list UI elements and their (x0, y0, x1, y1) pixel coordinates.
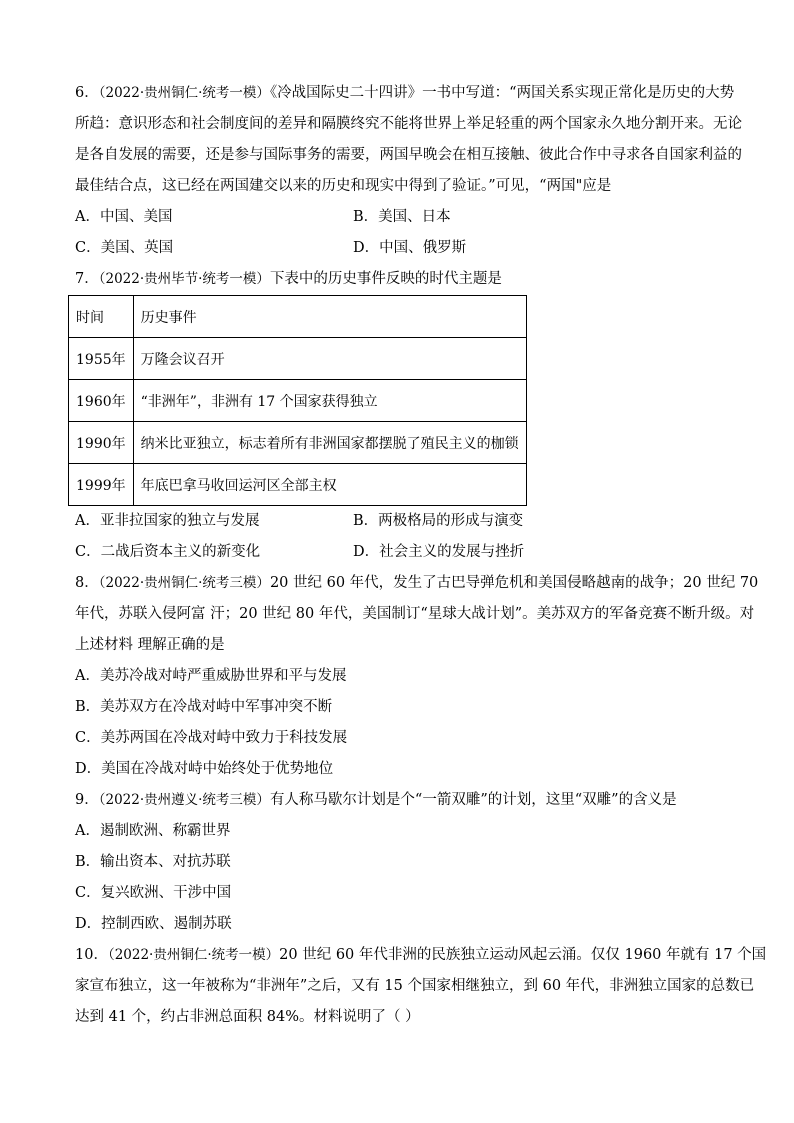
table-header-row (69, 296, 527, 338)
table-row (69, 422, 527, 464)
question-source: （2022·贵州毕节·统考一模） (98, 271, 270, 287)
options-row (75, 202, 725, 233)
question-source: （2022·贵州铜仁·统考三模） (98, 575, 270, 591)
option-a[interactable]: A．美苏冷战对峙严重威胁世界和平与发展 (75, 668, 347, 684)
question-number: 7 (75, 271, 85, 287)
question-stem-text: 有人称马歇尔计划是个“一箭双雕”的计划，这里“双雕”的含义是 (269, 792, 677, 808)
question-stem-text: 《冷战国际史二十四讲》一书中写道：“两国关系实现正常化是历史的大势 (269, 85, 735, 101)
table-cell-event: 纳米比亚独立，标志着所有非洲国家都摆脱了殖民主义的枷锁 (133, 422, 526, 464)
table-cell-event: “非洲年”，非洲有 17 个国家获得独立 (133, 380, 526, 422)
question-number: 8 (75, 575, 85, 591)
document-page (75, 78, 767, 1033)
table-cell-year: 1955年 (69, 338, 134, 380)
option-d[interactable]: D．中国、俄罗斯 (353, 240, 467, 256)
question-number: 10 (75, 947, 94, 963)
question-stem-text: 20 世纪 60 年代非洲的民族独立运动风起云涌。仅仅 1960 年就有 17 个国 (279, 947, 767, 963)
question-stem-text: 20 世纪 60 年代，发生了古巴导弹危机和美国侵略越南的战争；20 世纪 70 (269, 575, 759, 591)
question-number: 6 (75, 85, 85, 101)
question-stem-line: 达到 41 个，约占非洲总面积 84%。材料说明了（ ） (75, 1009, 420, 1025)
question-stem-line: 上述材料 理解正确的是 (75, 637, 225, 653)
table-cell-event: 年底巴拿马收回运河区全部主权 (133, 464, 526, 506)
question-6 (75, 78, 742, 264)
option-c[interactable]: C．美国、英国 (75, 240, 174, 256)
options-row (75, 233, 725, 264)
question-stem-text: 下表中的历史事件反映的时代主题是 (269, 271, 502, 287)
table-row (69, 380, 527, 422)
history-events-table (68, 295, 527, 506)
options-row (75, 506, 725, 537)
question-stem-line: 9．（2022·贵州遵义·统考三模）有人称马歇尔计划是个“一箭双雕”的计划，这里“双雕”的含义是 (75, 792, 677, 808)
question-8 (75, 568, 759, 785)
question-stem-line: 年代，苏联入侵阿富 汗；20 世纪 80 年代，美国制订“星球大战计划”。美苏双方的军备竞赛不断升级。对 (75, 606, 755, 622)
table-header-cell: 历史事件 (133, 296, 526, 338)
option-a[interactable]: A．中国、美国 (75, 209, 173, 225)
option-d[interactable]: D．社会主义的发展与挫折 (353, 544, 525, 560)
question-9 (75, 785, 725, 940)
question-source: （2022·贵州铜仁·统考一模） (107, 947, 280, 963)
option-b[interactable]: B．美国、日本 (353, 209, 451, 225)
table-cell-year: 1999年 (69, 464, 134, 506)
table-row (69, 338, 527, 380)
option-b[interactable]: B．美苏双方在冷战对峙中军事冲突不断 (75, 699, 333, 715)
option-b[interactable]: B．输出资本、对抗苏联 (75, 854, 231, 870)
question-stem-line: 所趋：意识形态和社会制度间的差异和隔膜终究不能将世界上举足轻重的两个国家永久地分割开来。无论 (75, 116, 742, 132)
question-stem-line: 7．（2022·贵州毕节·统考一模）下表中的历史事件反映的时代主题是 (75, 271, 502, 287)
question-stem-line: 家宣布独立，这一年被称为“非洲年”之后，又有 15 个国家相继独立，到 60 年代，非洲独立国家的总数已 (75, 978, 755, 994)
option-b[interactable]: B．两极格局的形成与演变 (353, 513, 524, 529)
option-a[interactable]: A．遏制欧洲、称霸世界 (75, 823, 231, 839)
question-stem-line: 6．（2022·贵州铜仁·统考一模）《冷战国际史二十四讲》一书中写道：“两国关系实现正常化是历史的大势 (75, 85, 735, 101)
table-cell-year: 1960年 (69, 380, 134, 422)
option-c[interactable]: C．复兴欧洲、干涉中国 (75, 885, 232, 901)
table-header-cell: 时间 (69, 296, 134, 338)
question-stem-line: 是各自发展的需要，还是参与国际事务的需要，两国早晚会在相互接触、彼此合作中寻求各自国家利益的 (75, 147, 742, 163)
question-source: （2022·贵州铜仁·统考一模） (98, 85, 270, 101)
option-a[interactable]: A．亚非拉国家的独立与发展 (75, 513, 260, 529)
option-c[interactable]: C．二战后资本主义的新变化 (75, 544, 261, 560)
question-10 (75, 940, 767, 1033)
option-c[interactable]: C．美苏两国在冷战对峙中致力于科技发展 (75, 730, 348, 746)
table-cell-event: 万隆会议召开 (133, 338, 526, 380)
question-stem-line: 10．（2022·贵州铜仁·统考一模）20 世纪 60 年代非洲的民族独立运动风起云涌。仅仅 1960 年就有 17 个国 (75, 947, 767, 963)
question-source: （2022·贵州遵义·统考三模） (98, 792, 270, 808)
table-row (69, 464, 527, 506)
question-stem-line: 8．（2022·贵州铜仁·统考三模）20 世纪 60 年代，发生了古巴导弹危机和美国侵略越南的战争；20 世纪 70 (75, 575, 759, 591)
options-row (75, 537, 725, 568)
table-cell-year: 1990年 (69, 422, 134, 464)
option-d[interactable]: D．控制西欧、遏制苏联 (75, 916, 232, 932)
question-number: 9 (75, 792, 85, 808)
question-stem-line: 最佳结合点，这已经在两国建交以来的历史和现实中得到了验证。”可见，“两国"应是 (75, 178, 612, 194)
question-7 (75, 264, 725, 568)
option-d[interactable]: D．美国在冷战对峙中始终处于优势地位 (75, 761, 334, 777)
